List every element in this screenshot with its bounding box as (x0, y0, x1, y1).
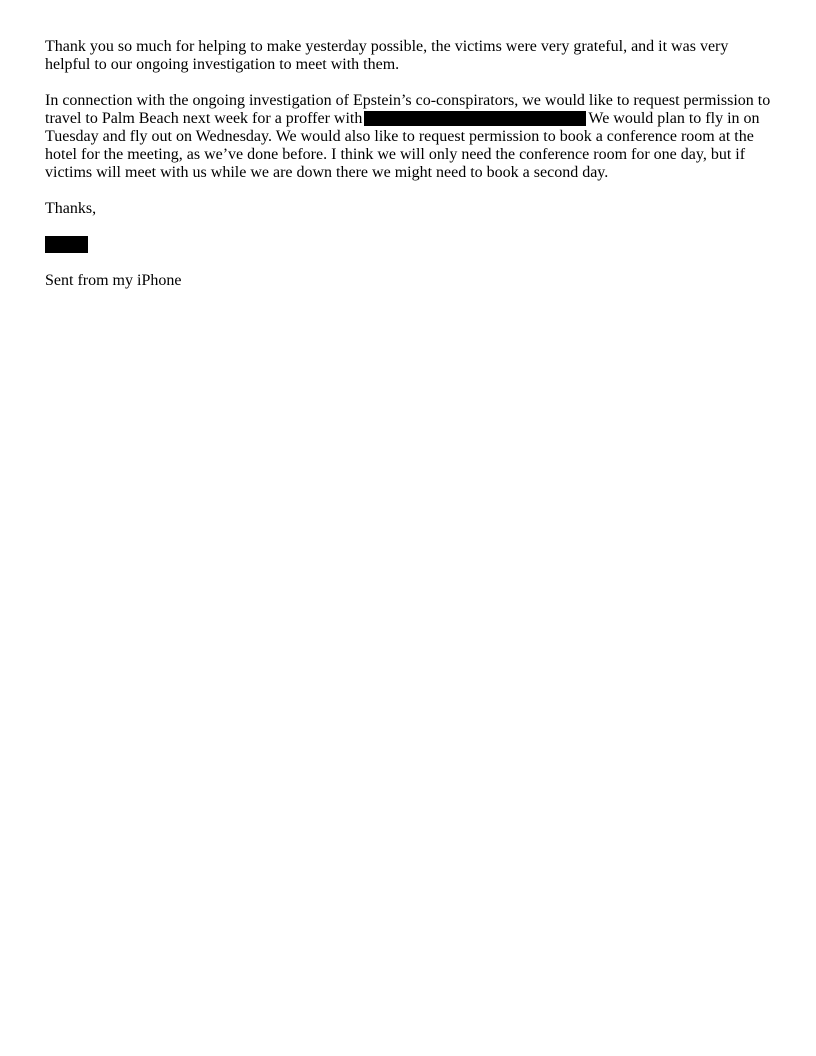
text-line-with-redaction (45, 110, 785, 128)
paragraph-request (45, 92, 785, 182)
closing-line: Thanks, (45, 200, 97, 217)
text-line: victims will meet with us while we are down there we might need to book a second day. (45, 164, 609, 181)
text-line: In connection with the ongoing investigation of Epstein’s co-conspirators, we would like to request permission to (45, 92, 771, 109)
text-segment: travel to Palm Beach next week for a proffer with (45, 110, 363, 127)
redaction-block (364, 111, 586, 126)
signature-line (45, 236, 785, 254)
text-segment: We would plan to fly in on (588, 110, 760, 127)
signature-redaction-block (45, 236, 88, 253)
text-line: hotel for the meeting, as we’ve done before. I think we will only need the conference room for one day, but if (45, 146, 746, 163)
text-line: helpful to our ongoing investigation to meet with them. (45, 56, 400, 73)
text-line: Thank you so much for helping to make yesterday possible, the victims were very grateful, and it was very (45, 38, 729, 55)
email-body (45, 38, 785, 308)
paragraph-thanks (45, 38, 785, 74)
text-line: Tuesday and fly out on Wednesday. We would also like to request permission to book a conference room at the (45, 128, 754, 145)
signature-footer: Sent from my iPhone (45, 272, 182, 289)
